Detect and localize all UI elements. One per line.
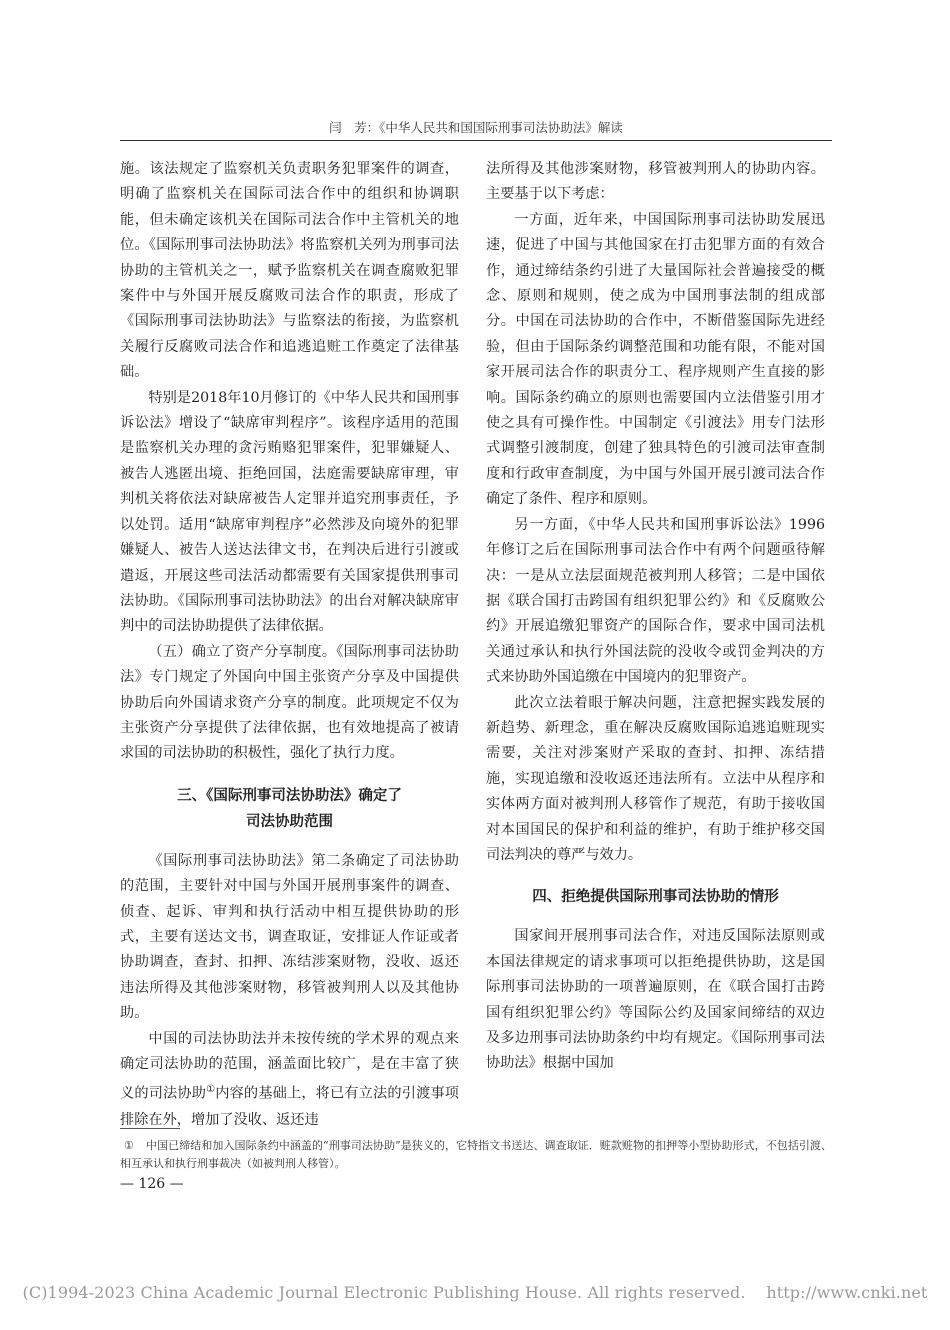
paragraph: [120, 1027, 459, 1133]
paragraph: （五）确立了资产分享制度。《国际刑事司法协助法》专门规定了外国向中国主张资产分享及中国提供协助后向外国请求资产分享的制度。此项规定不仅为主张资产分享提供了法律依据，也有效地提高了被请求国的司法协助的积极性，强化了执行力度。: [120, 643, 459, 762]
section-heading-3: [120, 783, 459, 835]
section-heading-4: 四、拒绝提供国际刑事司法协助的情形: [532, 889, 779, 906]
paragraph: 特别是2018年10月修订的《中华人民共和国刑事诉讼法》增设了“缺席审判程序”。该程序适用的范围是监察机关办理的贪污贿赂犯罪案件，犯罪嫌疑人、被告人逃匿出境、拒绝回国，法庭需要缺席审理，审判机关将依法对缺席被告人定罪并追究刑事责任，予以处罚。适用“缺席审判程序”必然涉及向境外的犯罪嫌疑人、被告人送达法律文书，在判决后进行引渡或遣返，开展这些司法活动都需要有关国家提供刑事司法协助。《国际刑事司法协助法》的出台对解决缺席审判中的司法协助提供了法律依据。: [120, 389, 459, 635]
page-number: — 126 —: [120, 1176, 184, 1192]
footnote-ref[interactable]: ①: [206, 1084, 216, 1096]
footnote-mark: ①: [124, 1139, 134, 1152]
footnote: [120, 1137, 832, 1173]
paragraph: 另一方面，《中华人民共和国刑事诉讼法》1996年修订之后在国际刑事司法合作中有两个问题亟待解决：一是从立法层面规范被判刑人移管；二是中国依据《联合国打击跨国有组织犯罪公约》和《反腐败公约》开展追缴犯罪资产的国际合作，要求中国司法机关通过承认和执行外国法院的没收令或罚金判决的方式来协助外国追缴在中国境内的犯罪资产。: [486, 516, 825, 686]
copyright-notice: (C)1994-2023 China Academic Journal Electronic Publishing House. All rights reserved. http://www.cnki.net: [22, 1283, 928, 1302]
running-header: 闫 芳：《中华人民共和国国际刑事司法协助法》解读: [329, 120, 623, 135]
paragraph: 《国际刑事司法协助法》第二条确定了司法协助的范围，主要针对中国与外国开展刑事案件的调查、侦查、起诉、审判和执行活动中相互提供协助的形式，主要有送达文书，调查取证，安排证人作证或者协助调查，查封、扣押、冻结涉案财物，没收、返还违法所得及其他涉案财物，移管被判刑人以及其他协助。: [120, 852, 459, 1022]
right-column: [486, 157, 825, 1077]
paragraph: 此次立法着眼于解决问题，注意把握实践发展的新趋势、新理念，重在解决反腐败国际追逃追赃现实需要，关注对涉案财产采取的查封、扣押、冻结措施，实现追缴和没收返还违法所有。立法中从程序和实体两方面对被判刑人移管作了规范，有助于接收国对本国国民的保护和利益的维护，有助于维护移交国司法判决的尊严与效力。: [486, 694, 825, 863]
paragraph: 一方面，近年来，中国国际刑事司法协助发展迅速，促进了中国与其他国家在打击犯罪方面的有效合作，通过缔结条约引进了大量国际社会普遍接受的概念、原则和规则，使之成为中国刑事法制的组成部分。中国在司法协助的合作中，不断借鉴国际先进经验，但由于国际条约调整范围和功能有限，不能对国家开展司法合作的职责分工、程序规则产生直接的影响。国际条约确立的原则也需要国内立法借鉴引用才使之具有可操作性。中国制定《引渡法》用专门法形式调整引渡制度，创建了独具特色的引渡司法审查制度和行政审查制度，为中国与外国开展引渡司法合作确定了条件、程序和原则。: [486, 211, 825, 508]
left-column: [120, 157, 459, 1133]
section-heading-line: 三、《国际刑事司法协助法》确定了: [177, 787, 402, 804]
paragraph-text: 内容的基础上，将已有立法的引渡事项排除在外，增加了没收、返还违: [120, 1086, 459, 1128]
footnote-rule: [120, 1128, 180, 1129]
footnote-text: 中国已缔结和加入国际条约中涵盖的“刑事司法协助”是狭义的，它特指文书送达、调查取证．赃款赃物的扣押等小型协助形式，不包括引渡、相互承认和执行刑事裁决（如被判刑人移管）。: [120, 1139, 832, 1170]
paragraph: 法所得及其他涉案财物，移管被判刑人的协助内容。主要基于以下考虑：: [486, 161, 825, 203]
paragraph-text: 中国的司法协助法并未按传统的学术界的观点来确定司法协助的范围，涵盖面比较广，是在丰富了狭义的司法协助: [120, 1030, 459, 1103]
paragraph: 国家间开展刑事司法合作，对违反国际法原则或本国法律规定的请求事项可以拒绝提供协助，这是国际刑事司法协助的一项普遍原则，在《联合国打击跨国有组织犯罪公约》等国际公约及国家间缔结的双边及多边刑事司法协助条约中均有规定。《国际刑事司法协助法》根据中国加: [486, 928, 825, 1072]
paragraph: 施。该法规定了监察机关负责职务犯罪案件的调查，明确了监察机关在国际司法合作中的组织和协调职能，但未确定该机关在国际司法合作中主管机关的地位。《国际刑事司法协助法》将监察机关列为刑事司法协助的主管机关之一，赋予监察机关在调查腐败犯罪案件中与外国开展反腐败司法合作的职责，形成了《国际刑事司法协助法》与监察法的衔接，为监察机关履行反腐败司法合作和追逃追赃工作奠定了法律基础。: [120, 161, 459, 381]
section-heading-line: 司法协助范围: [246, 813, 333, 830]
header-rule: [120, 140, 832, 141]
